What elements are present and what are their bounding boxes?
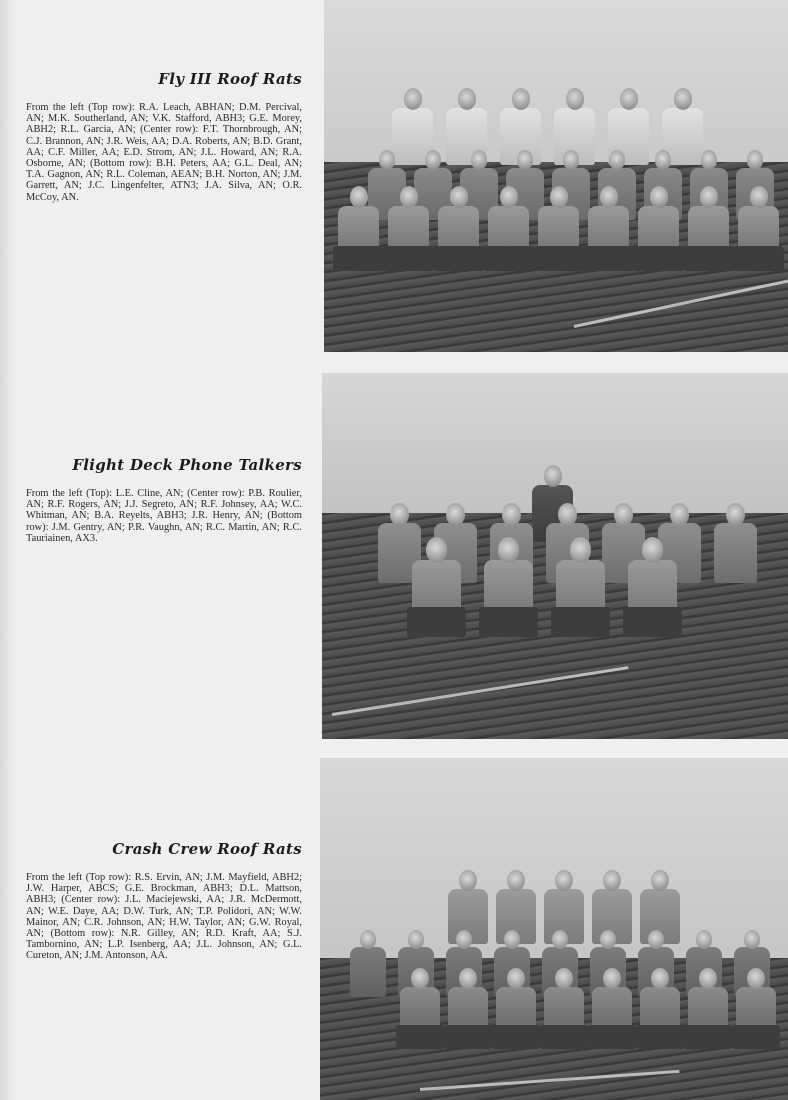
section-title: Flight Deck Phone Talkers bbox=[72, 456, 302, 474]
group-photo bbox=[322, 373, 788, 739]
section-caption: From the left (Top): L.E. Cline, AN; (Center row): P.B. Roulier, AN; R.F. Rogers, AN; J.J. Segreto, AN; R.F. Johnsey, AA; W.C. Whitman, AN; B.A. Reyelts, ABH3; J.R. Henry, AN; (Bottom row): J.M. Gentry, AN; P.R. Vaughn, AN; R.C. Martin, AN; R.C. Tauriainen, AX3. bbox=[26, 488, 302, 544]
section-text bbox=[26, 70, 302, 203]
section-caption: From the left (Top row): R.S. Ervin, AN; J.M. Mayfield, ABH2; J.W. Harper, ABCS; G.E. Brockman, ABH3; D.L. Mattson, ABH3; (Center row): J.L. Maciejewski, AA; J.R. McDermott, AN; W.E. Daye, AA; D.W. Turk, AN; T.P. Polidori, AN; W.W. Mainor, AN; C.R. Johnson, AN; H.W. Taylor, AN; G.W. Royal, AN; (Bottom row): N.R. Gilley, AN; R.D. Kraft, AA; S.J. Tambornino, AN; L.P. Isenberg, AA; J.L. Johnson, AN; G.L. Cureton, AN; J.M. Antonson, AA. bbox=[26, 872, 302, 962]
group-photo bbox=[320, 758, 788, 1100]
section-text bbox=[26, 840, 302, 962]
section-text bbox=[26, 456, 302, 544]
section-title: Fly III Roof Rats bbox=[158, 70, 302, 88]
section-caption: From the left (Top row): R.A. Leach, ABHAN; D.M. Percival, AN; M.K. Southerland, AN; V.K. Stafford, ABH3; G.E. Morey, ABH2; R.L. Garcia, AN; (Center row): F.T. Thornbrough, AN; C.J. Brannon, AN; J.R. Weis, AA; D.A. Roberts, AN; B.D. Grant, AA; C.F. Miller, AA; E.D. Strom, AN; J.L. Howard, AN; R.A. Osborne, AN; (Bottom row): B.H. Peters, AA; G.L. Deal, AN; T.A. Gagnon, AN; R.L. Coleman, AEAN; B.H. Norton, AN; J.M. Garrett, AN; J.C. Lingenfelter, ATN3; J.A. Silva, AN; O.R. McCoy, AN. bbox=[26, 102, 302, 203]
group-photo bbox=[324, 0, 788, 352]
page-binding-shadow bbox=[0, 0, 16, 1100]
section-title: Crash Crew Roof Rats bbox=[112, 840, 302, 858]
